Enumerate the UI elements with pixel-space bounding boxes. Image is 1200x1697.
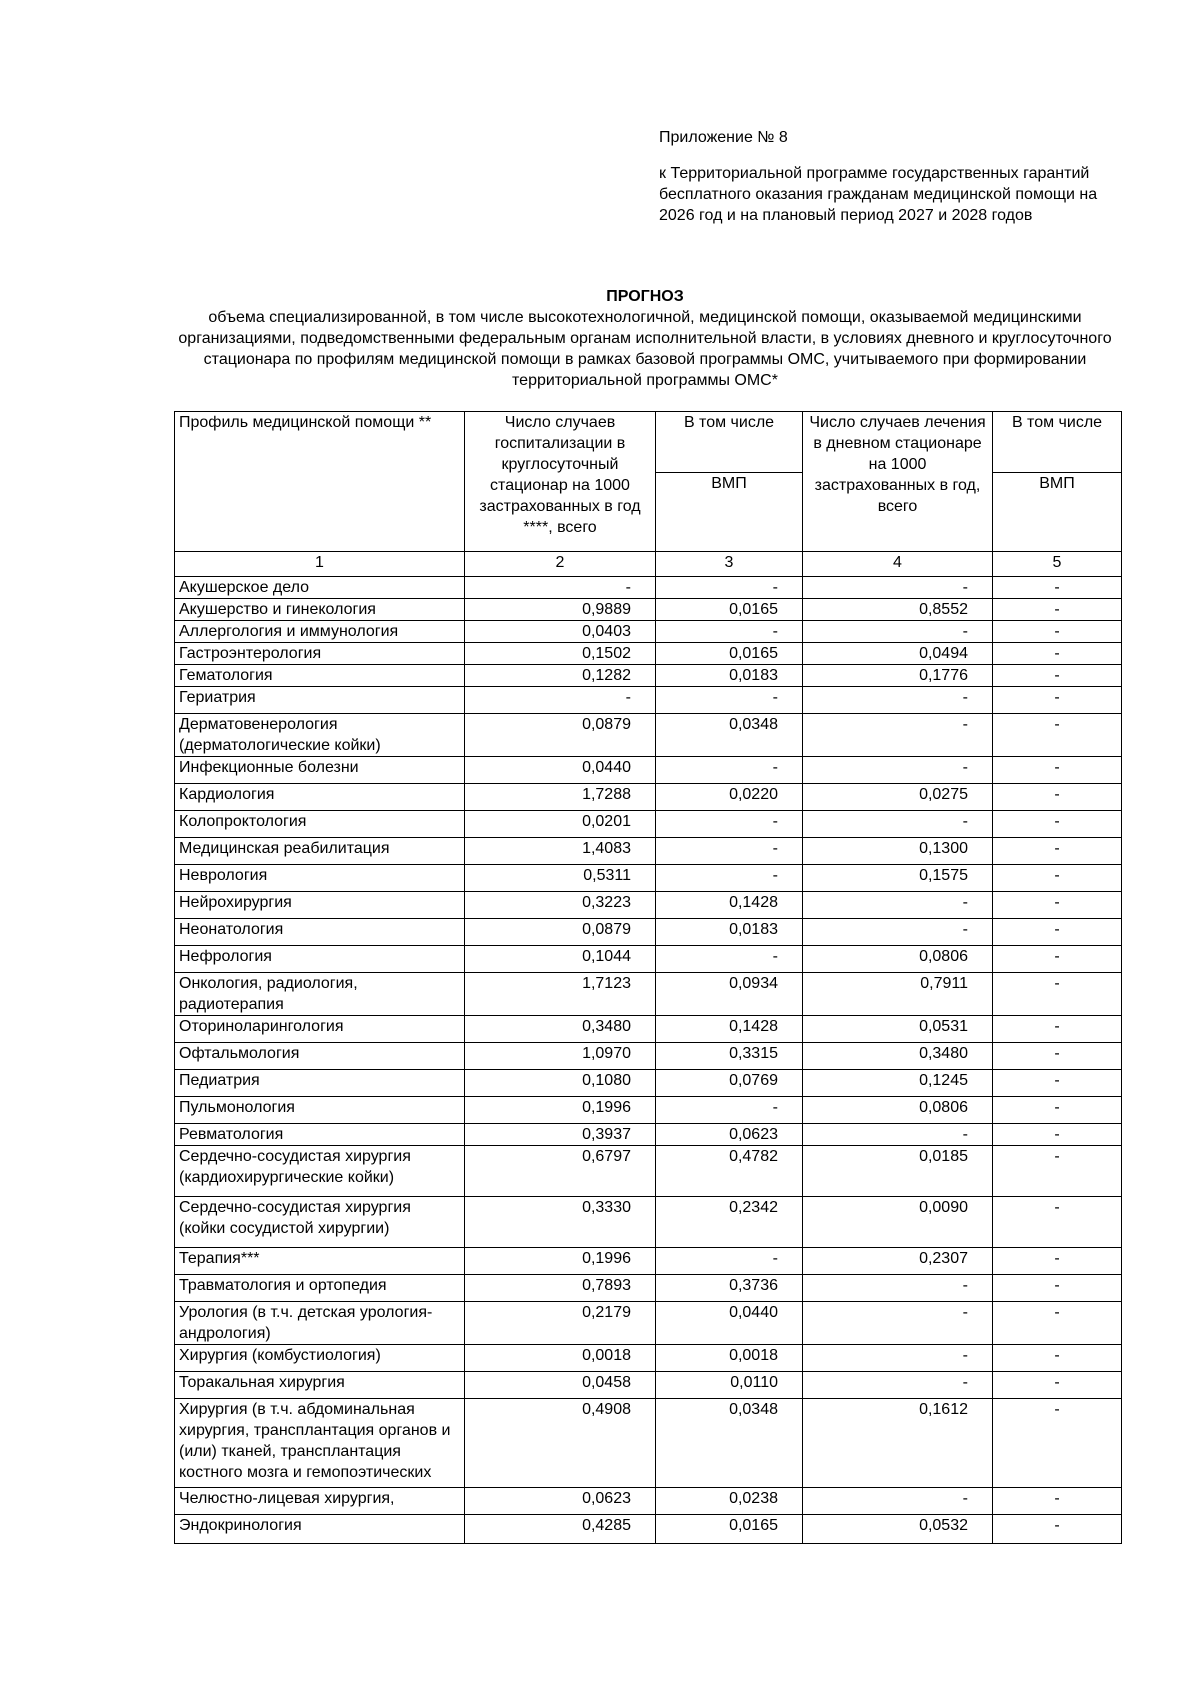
vmp-hospital-cell: 0,0183 xyxy=(656,919,803,946)
vmp-hospital-cell: - xyxy=(656,865,803,892)
profile-cell: Нейрохирургия xyxy=(175,892,465,919)
hospital-cases-cell: 0,0440 xyxy=(465,757,656,784)
vmp-hospital-cell: 0,0220 xyxy=(656,784,803,811)
hospital-cases-cell: - xyxy=(465,577,656,599)
day-cases-cell: - xyxy=(803,1124,993,1146)
vmp-hospital-cell: 0,0348 xyxy=(656,714,803,757)
header-incl-day: В том числе xyxy=(993,412,1122,473)
header-vmp-hospital: ВМП xyxy=(656,473,803,552)
day-cases-cell: - xyxy=(803,1345,993,1372)
day-cases-cell: - xyxy=(803,714,993,757)
profile-cell: Офтальмология xyxy=(175,1043,465,1070)
day-cases-cell: 0,1575 xyxy=(803,865,993,892)
forecast-table xyxy=(174,411,1122,1544)
vmp-day-cell: - xyxy=(993,599,1122,621)
vmp-day-cell: - xyxy=(993,1124,1122,1146)
vmp-day-cell: - xyxy=(993,811,1122,838)
header-day-cases: Число случаев лечения в дневном стационаре на 1000 застрахованных в год, всего xyxy=(803,412,993,552)
hospital-cases-cell: 1,0970 xyxy=(465,1043,656,1070)
hospital-cases-cell: 0,1996 xyxy=(465,1097,656,1124)
day-cases-cell: 0,0090 xyxy=(803,1197,993,1248)
vmp-hospital-cell: - xyxy=(656,757,803,784)
table-row xyxy=(175,1275,1122,1302)
vmp-hospital-cell: 0,3315 xyxy=(656,1043,803,1070)
table-row xyxy=(175,838,1122,865)
column-number: 4 xyxy=(803,552,993,577)
hospital-cases-cell: 0,0458 xyxy=(465,1372,656,1399)
vmp-hospital-cell: 0,0183 xyxy=(656,665,803,687)
vmp-hospital-cell: - xyxy=(656,811,803,838)
vmp-day-cell: - xyxy=(993,1515,1122,1544)
profile-cell: Ревматология xyxy=(175,1124,465,1146)
vmp-day-cell: - xyxy=(993,838,1122,865)
document-heading xyxy=(170,287,1120,391)
day-cases-cell: 0,0494 xyxy=(803,643,993,665)
profile-cell: Хирургия (в т.ч. абдоминальная хирургия, трансплантация органов и (или) тканей, трансплантация костного мозга и гемопоэтических xyxy=(175,1399,465,1488)
table-row xyxy=(175,946,1122,973)
table-row xyxy=(175,714,1122,757)
vmp-day-cell: - xyxy=(993,973,1122,1016)
hospital-cases-cell: 0,3480 xyxy=(465,1016,656,1043)
hospital-cases-cell: 0,5311 xyxy=(465,865,656,892)
day-cases-cell: 0,0531 xyxy=(803,1016,993,1043)
day-cases-cell: - xyxy=(803,892,993,919)
table-row xyxy=(175,1302,1122,1345)
hospital-cases-cell: 0,1044 xyxy=(465,946,656,973)
table-row xyxy=(175,1146,1122,1197)
table-body xyxy=(175,577,1122,1544)
hospital-cases-cell: 0,0879 xyxy=(465,714,656,757)
vmp-hospital-cell: - xyxy=(656,687,803,714)
vmp-day-cell: - xyxy=(993,946,1122,973)
header-profile: Профиль медицинской помощи ** xyxy=(175,412,465,552)
day-cases-cell: 0,2307 xyxy=(803,1248,993,1275)
profile-cell: Медицинская реабилитация xyxy=(175,838,465,865)
day-cases-cell: 0,3480 xyxy=(803,1043,993,1070)
table-row xyxy=(175,643,1122,665)
day-cases-cell: - xyxy=(803,811,993,838)
table-row xyxy=(175,599,1122,621)
profile-cell: Акушерство и гинекология xyxy=(175,599,465,621)
profile-cell: Торакальная хирургия xyxy=(175,1372,465,1399)
vmp-hospital-cell: 0,1428 xyxy=(656,1016,803,1043)
vmp-day-cell: - xyxy=(993,1399,1122,1488)
table-row xyxy=(175,757,1122,784)
hospital-cases-cell: 0,0018 xyxy=(465,1345,656,1372)
table-row xyxy=(175,865,1122,892)
profile-cell: Колопроктология xyxy=(175,811,465,838)
profile-cell: Акушерское дело xyxy=(175,577,465,599)
vmp-day-cell: - xyxy=(993,784,1122,811)
day-cases-cell: 0,1245 xyxy=(803,1070,993,1097)
vmp-day-cell: - xyxy=(993,665,1122,687)
day-cases-cell: - xyxy=(803,577,993,599)
vmp-day-cell: - xyxy=(993,714,1122,757)
vmp-hospital-cell: 0,0165 xyxy=(656,643,803,665)
header-incl-hospital: В том числе xyxy=(656,412,803,473)
day-cases-cell: 0,1776 xyxy=(803,665,993,687)
hospital-cases-cell: 0,3223 xyxy=(465,892,656,919)
vmp-hospital-cell: - xyxy=(656,621,803,643)
vmp-day-cell: - xyxy=(993,1372,1122,1399)
vmp-day-cell: - xyxy=(993,1488,1122,1515)
vmp-day-cell: - xyxy=(993,865,1122,892)
table-row xyxy=(175,892,1122,919)
hospital-cases-cell: 0,0201 xyxy=(465,811,656,838)
vmp-day-cell: - xyxy=(993,1043,1122,1070)
day-cases-cell: 0,0185 xyxy=(803,1146,993,1197)
header-hospital-cases: Число случаев госпитализации в круглосуточный стационар на 1000 застрахованных в год ****, всего xyxy=(465,412,656,552)
table-row xyxy=(175,1016,1122,1043)
vmp-day-cell: - xyxy=(993,1070,1122,1097)
vmp-hospital-cell: - xyxy=(656,577,803,599)
profile-cell: Пульмонология xyxy=(175,1097,465,1124)
table-row xyxy=(175,1399,1122,1488)
vmp-hospital-cell: 0,0110 xyxy=(656,1372,803,1399)
vmp-hospital-cell: - xyxy=(656,1248,803,1275)
hospital-cases-cell: 0,7893 xyxy=(465,1275,656,1302)
day-cases-cell: - xyxy=(803,1275,993,1302)
profile-cell: Неврология xyxy=(175,865,465,892)
document-title: ПРОГНОЗ xyxy=(606,288,684,305)
hospital-cases-cell: 0,1502 xyxy=(465,643,656,665)
table-row xyxy=(175,973,1122,1016)
vmp-hospital-cell: - xyxy=(656,1097,803,1124)
header-vmp-day: ВМП xyxy=(993,473,1122,552)
vmp-day-cell: - xyxy=(993,919,1122,946)
column-number: 3 xyxy=(656,552,803,577)
vmp-day-cell: - xyxy=(993,1302,1122,1345)
profile-cell: Травматология и ортопедия xyxy=(175,1275,465,1302)
vmp-hospital-cell: 0,3736 xyxy=(656,1275,803,1302)
table-row xyxy=(175,1515,1122,1544)
hospital-cases-cell: 1,7123 xyxy=(465,973,656,1016)
hospital-cases-cell: 0,4285 xyxy=(465,1515,656,1544)
day-cases-cell: - xyxy=(803,1488,993,1515)
hospital-cases-cell: 0,6797 xyxy=(465,1146,656,1197)
hospital-cases-cell: 0,2179 xyxy=(465,1302,656,1345)
vmp-day-cell: - xyxy=(993,892,1122,919)
hospital-cases-cell: 0,4908 xyxy=(465,1399,656,1488)
hospital-cases-cell: 0,1080 xyxy=(465,1070,656,1097)
day-cases-cell: - xyxy=(803,1302,993,1345)
hospital-cases-cell: 0,1996 xyxy=(465,1248,656,1275)
hospital-cases-cell: 0,9889 xyxy=(465,599,656,621)
vmp-hospital-cell: 0,0165 xyxy=(656,599,803,621)
vmp-day-cell: - xyxy=(993,1345,1122,1372)
profile-cell: Нефрология xyxy=(175,946,465,973)
profile-cell: Сердечно-сосудистая хирургия (койки сосудистой хирургии) xyxy=(175,1197,465,1248)
vmp-day-cell: - xyxy=(993,687,1122,714)
day-cases-cell: 0,8552 xyxy=(803,599,993,621)
hospital-cases-cell: 0,0879 xyxy=(465,919,656,946)
profile-cell: Урология (в т.ч. детская урология-андрология) xyxy=(175,1302,465,1345)
column-number: 1 xyxy=(175,552,465,577)
table-row xyxy=(175,621,1122,643)
vmp-hospital-cell: 0,0934 xyxy=(656,973,803,1016)
table-row xyxy=(175,1097,1122,1124)
vmp-hospital-cell: 0,1428 xyxy=(656,892,803,919)
profile-cell: Педиатрия xyxy=(175,1070,465,1097)
vmp-day-cell: - xyxy=(993,1097,1122,1124)
profile-cell: Дерматовенерология (дерматологические койки) xyxy=(175,714,465,757)
table-row xyxy=(175,687,1122,714)
document-subtitle: объема специализированной, в том числе высокотехнологичной, медицинской помощи, оказываемой медицинскими организациями, подведомственными федеральным органам исполнительной власти, в условиях дневного и круглосуточного стационара по профилям медицинской помощи в рамках базовой программы ОМС, учитываемого при формировании территориальной программы ОМС* xyxy=(178,309,1112,389)
table-row xyxy=(175,1070,1122,1097)
table-row xyxy=(175,577,1122,599)
vmp-day-cell: - xyxy=(993,1197,1122,1248)
vmp-hospital-cell: - xyxy=(656,946,803,973)
profile-cell: Эндокринология xyxy=(175,1515,465,1544)
day-cases-cell: 0,1300 xyxy=(803,838,993,865)
profile-cell: Гематология xyxy=(175,665,465,687)
table-row xyxy=(175,784,1122,811)
column-number: 5 xyxy=(993,552,1122,577)
hospital-cases-cell: 1,7288 xyxy=(465,784,656,811)
day-cases-cell: - xyxy=(803,919,993,946)
profile-cell: Оториноларингология xyxy=(175,1016,465,1043)
vmp-hospital-cell: 0,2342 xyxy=(656,1197,803,1248)
hospital-cases-cell: 0,0623 xyxy=(465,1488,656,1515)
profile-cell: Гастроэнтерология xyxy=(175,643,465,665)
hospital-cases-cell: 1,4083 xyxy=(465,838,656,865)
vmp-day-cell: - xyxy=(993,643,1122,665)
table-row xyxy=(175,665,1122,687)
table-row xyxy=(175,919,1122,946)
day-cases-cell: 0,7911 xyxy=(803,973,993,1016)
table-row xyxy=(175,1197,1122,1248)
table-row xyxy=(175,1124,1122,1146)
profile-cell: Аллергология и иммунология xyxy=(175,621,465,643)
profile-cell: Онкология, радиология, радиотерапия xyxy=(175,973,465,1016)
profile-cell: Кардиология xyxy=(175,784,465,811)
table-row xyxy=(175,811,1122,838)
profile-cell: Хирургия (комбустиология) xyxy=(175,1345,465,1372)
day-cases-cell: - xyxy=(803,757,993,784)
vmp-hospital-cell: 0,0238 xyxy=(656,1488,803,1515)
appendix-reference: к Территориальной программе государственных гарантий бесплатного оказания гражданам медицинской помощи на 2026 год и на плановый период 2027 и 2028 годов xyxy=(659,165,1098,224)
table-row xyxy=(175,1345,1122,1372)
vmp-day-cell: - xyxy=(993,621,1122,643)
vmp-hospital-cell: 0,4782 xyxy=(656,1146,803,1197)
profile-cell: Сердечно-сосудистая хирургия (кардиохирургические койки) xyxy=(175,1146,465,1197)
vmp-day-cell: - xyxy=(993,1248,1122,1275)
day-cases-cell: 0,0532 xyxy=(803,1515,993,1544)
profile-cell: Инфекционные болезни xyxy=(175,757,465,784)
vmp-hospital-cell: 0,0165 xyxy=(656,1515,803,1544)
day-cases-cell: 0,0806 xyxy=(803,946,993,973)
table-row xyxy=(175,1372,1122,1399)
day-cases-cell: 0,1612 xyxy=(803,1399,993,1488)
vmp-hospital-cell: 0,0623 xyxy=(656,1124,803,1146)
vmp-day-cell: - xyxy=(993,757,1122,784)
day-cases-cell: - xyxy=(803,687,993,714)
column-number: 2 xyxy=(465,552,656,577)
hospital-cases-cell: 0,0403 xyxy=(465,621,656,643)
vmp-day-cell: - xyxy=(993,1275,1122,1302)
vmp-hospital-cell: 0,0018 xyxy=(656,1345,803,1372)
table-row xyxy=(175,1248,1122,1275)
appendix-number: Приложение № 8 xyxy=(659,129,788,146)
hospital-cases-cell: 0,3937 xyxy=(465,1124,656,1146)
appendix-block xyxy=(659,128,1129,226)
hospital-cases-cell: - xyxy=(465,687,656,714)
profile-cell: Гериатрия xyxy=(175,687,465,714)
vmp-hospital-cell: 0,0769 xyxy=(656,1070,803,1097)
vmp-day-cell: - xyxy=(993,1146,1122,1197)
table-row xyxy=(175,1043,1122,1070)
hospital-cases-cell: 0,1282 xyxy=(465,665,656,687)
day-cases-cell: 0,0275 xyxy=(803,784,993,811)
vmp-day-cell: - xyxy=(993,577,1122,599)
day-cases-cell: - xyxy=(803,1372,993,1399)
profile-cell: Челюстно-лицевая хирургия, xyxy=(175,1488,465,1515)
vmp-day-cell: - xyxy=(993,1016,1122,1043)
vmp-hospital-cell: 0,0440 xyxy=(656,1302,803,1345)
vmp-hospital-cell: - xyxy=(656,838,803,865)
day-cases-cell: 0,0806 xyxy=(803,1097,993,1124)
profile-cell: Терапия*** xyxy=(175,1248,465,1275)
vmp-hospital-cell: 0,0348 xyxy=(656,1399,803,1488)
table-row xyxy=(175,1488,1122,1515)
day-cases-cell: - xyxy=(803,621,993,643)
hospital-cases-cell: 0,3330 xyxy=(465,1197,656,1248)
profile-cell: Неонатология xyxy=(175,919,465,946)
